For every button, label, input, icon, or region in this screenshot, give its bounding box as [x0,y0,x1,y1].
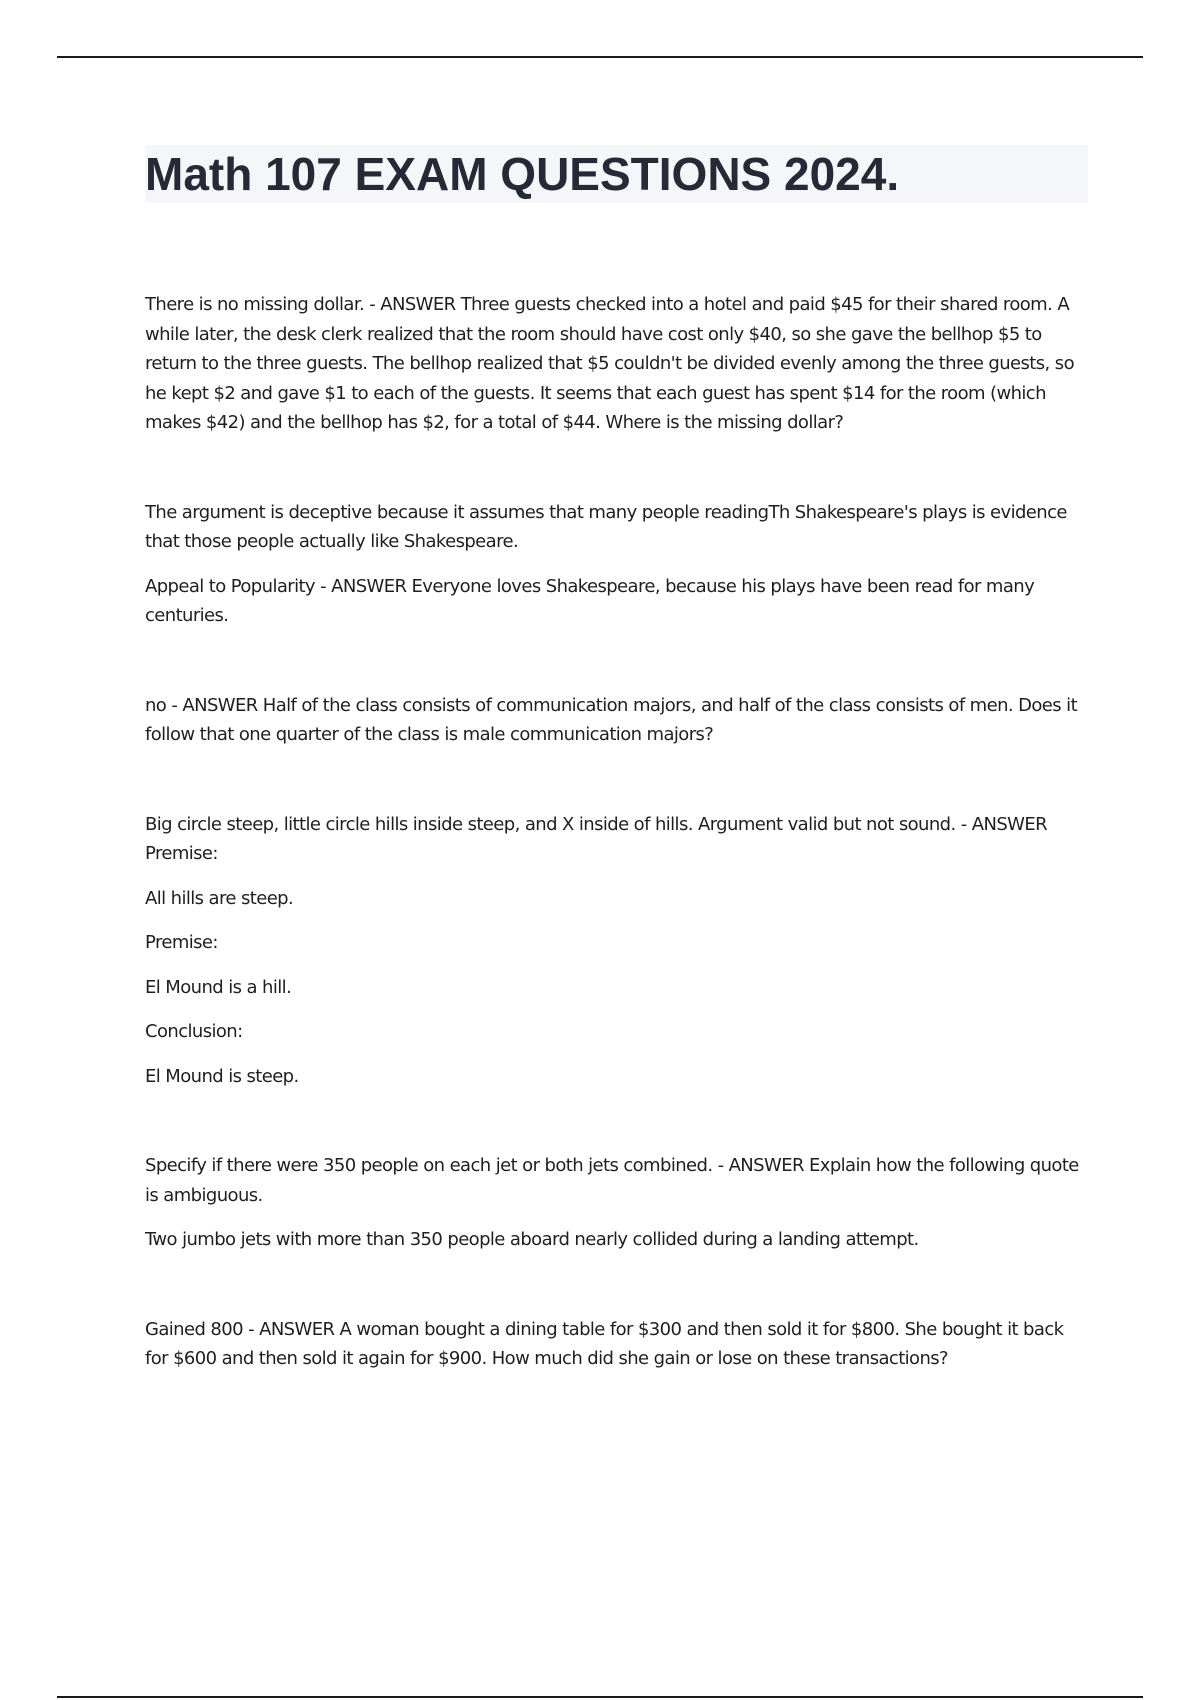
qa-paragraph: The argument is deceptive because it assumes that many people readingTh Shakespeare's plays is evidence that those people actually like Shakespeare. [145,501,1067,552]
qa-block [145,1315,1090,1374]
document-body [145,290,1090,1374]
qa-block [145,498,1090,631]
qa-paragraph: All hills are steep. [145,887,294,909]
qa-paragraph: no - ANSWER Half of the class consists of communication majors, and half of the class consists of men. Does it follow that one quarter of the class is male communication majors? [145,694,1078,745]
qa-paragraph: El Mound is a hill. [145,976,292,998]
qa-paragraph: Big circle steep, little circle hills inside steep, and X inside of hills. Argument valid but not sound. - ANSWER Premise: [145,813,1048,864]
qa-paragraph: Gained 800 - ANSWER A woman bought a dining table for $300 and then sold it for $800. She bought it back for $600 and then sold it again for $900. How much did she gain or lose on these transactions? [145,1318,1064,1369]
qa-paragraph: Two jumbo jets with more than 350 people aboard nearly collided during a landing attempt. [145,1229,919,1250]
qa-paragraph: Conclusion: [145,1021,243,1042]
page-title: Math 107 EXAM QUESTIONS 2024. [145,148,900,200]
qa-paragraph: Appeal to Popularity - ANSWER Everyone loves Shakespeare, because his plays have been read for many centuries. [145,575,1035,626]
qa-paragraph: Specify if there were 350 people on each jet or both jets combined. - ANSWER Explain how the following quote is ambiguous. [145,1155,1079,1206]
qa-block [145,1151,1090,1255]
qa-paragraph: Premise: [145,932,218,953]
top-rule [57,56,1143,58]
qa-block [145,810,1090,1092]
qa-block [145,290,1090,438]
qa-paragraph: There is no missing dollar. - ANSWER Three guests checked into a hotel and paid $45 for their shared room. A while later, the desk clerk realized that the room should have cost only $40, so she gave the bellhop $5 to return to the three guests. The bellhop realized that $5 couldn't be divided evenly among the three guests, so he kept $2 and gave $1 to each of the guests. It seems that each guest has spent $14 for the room (which makes $42) and the bellhop has $2, for a total of $44. Where is the missing dollar? [145,294,1074,433]
qa-paragraph: El Mound is steep. [145,1065,299,1087]
bottom-rule [57,1696,1143,1698]
qa-block [145,691,1090,750]
